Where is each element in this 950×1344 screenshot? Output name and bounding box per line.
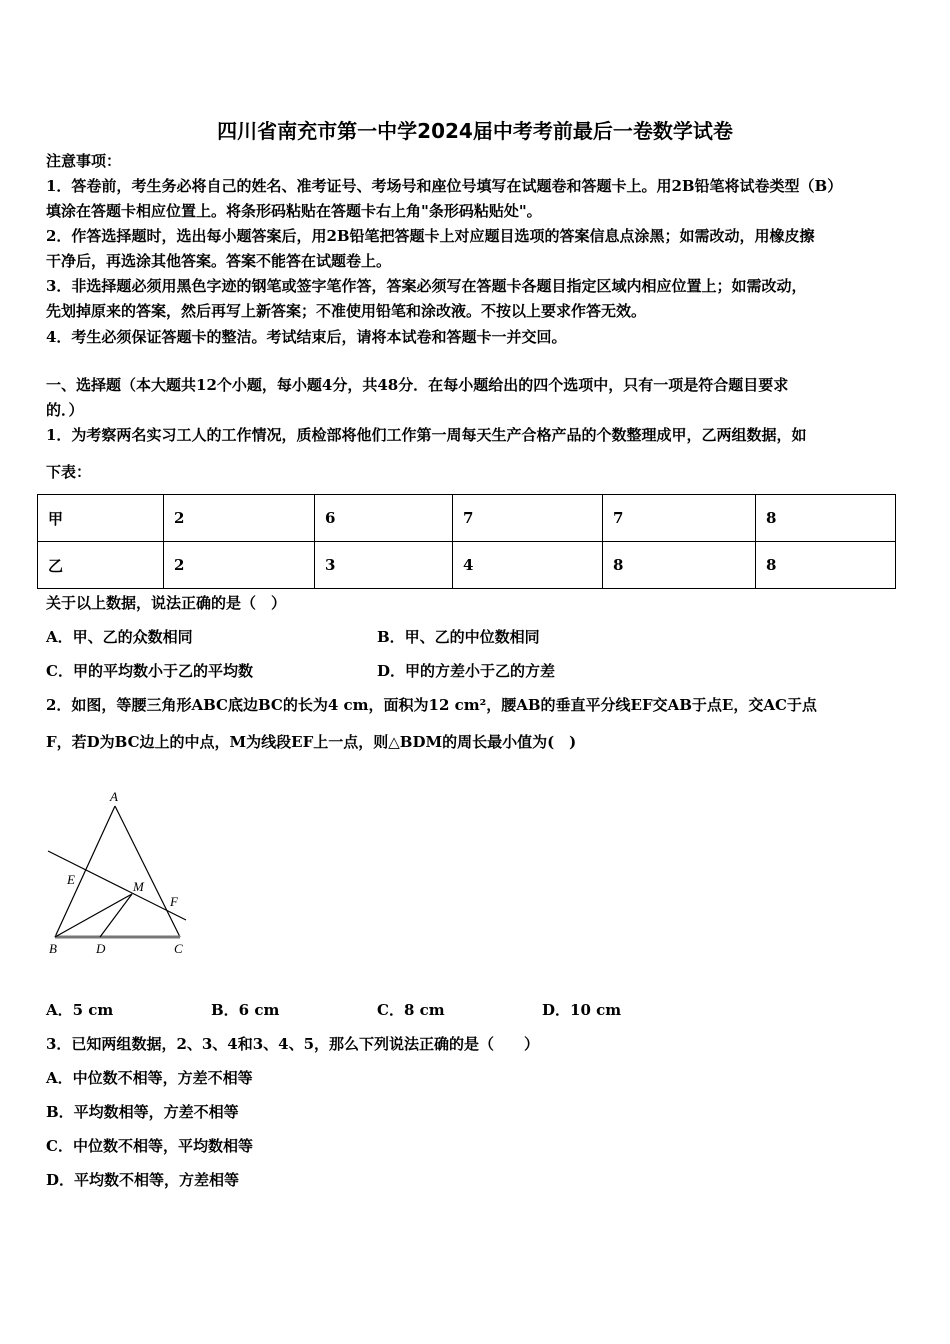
table-cell: 6 xyxy=(315,495,453,542)
segment-bm xyxy=(55,894,132,937)
triangle-figure xyxy=(40,780,200,960)
q3-stem: 3．已知两组数据，2、3、4和3、4、5，那么下列说法正确的是（ ） xyxy=(46,1035,540,1053)
table-cell: 8 xyxy=(756,542,896,589)
notice-line: 填涂在答题卡相应位置上。将条形码粘贴在答题卡右上角"条形码粘贴处"。 xyxy=(46,202,542,220)
q1-option-b: B．甲、乙的中位数相同 xyxy=(377,628,540,646)
q1-question: 关于以上数据，说法正确的是（ ） xyxy=(46,594,287,612)
label-d: D xyxy=(96,941,106,956)
page-title: 四川省南充市第一中学2024届中考考前最后一卷数学试卷 xyxy=(217,119,733,143)
q1-option-a: A．甲、乙的众数相同 xyxy=(46,628,193,646)
section-heading: 的．） xyxy=(46,401,84,419)
q1-option-c: C．甲的平均数小于乙的平均数 xyxy=(46,662,253,680)
label-b: B xyxy=(49,941,57,956)
table-cell: 甲 xyxy=(38,495,164,542)
label-f: F xyxy=(170,894,178,909)
table-row xyxy=(38,542,896,589)
table-cell: 2 xyxy=(164,542,315,589)
label-a: A xyxy=(110,789,118,804)
notice-line: 3．非选择题必须用黑色字迹的钢笔或签字笔作答，答案必须写在答题卡各题目指定区域内相应位置上；如需改动， xyxy=(46,277,807,295)
q3-option-a: A．中位数不相等，方差不相等 xyxy=(46,1069,253,1087)
q1-option-d: D．甲的方差小于乙的方差 xyxy=(377,662,556,680)
table-cell: 乙 xyxy=(38,542,164,589)
table-row xyxy=(38,495,896,542)
segment-dm xyxy=(100,894,132,937)
q3-option-c: C．中位数不相等，平均数相等 xyxy=(46,1137,253,1155)
label-e: E xyxy=(67,872,75,887)
notice-line: 2．作答选择题时，选出每小题答案后，用2B铅笔把答题卡上对应题目选项的答案信息点涂黑；如需改动，用橡皮擦 xyxy=(46,227,815,245)
notice-line: 干净后，再选涂其他答案。答案不能答在试题卷上。 xyxy=(46,252,392,270)
q2-option-d: D．10 cm xyxy=(542,1001,622,1019)
q1-stem: 下表： xyxy=(46,463,92,481)
q1-stem: 1．为考察两名实习工人的工作情况，质检部将他们工作第一周每天生产合格产品的个数整理成甲，乙两组数据，如 xyxy=(46,426,807,444)
label-c: C xyxy=(174,941,183,956)
q2-option-a: A．5 cm xyxy=(46,1001,114,1019)
table-cell: 4 xyxy=(453,542,603,589)
table-cell: 7 xyxy=(603,495,756,542)
side-ab xyxy=(55,806,115,937)
q1-data-table xyxy=(37,494,896,589)
table-cell: 7 xyxy=(453,495,603,542)
q2-option-c: C．8 cm xyxy=(377,1001,445,1019)
q3-option-d: D．平均数不相等，方差相等 xyxy=(46,1171,240,1189)
notice-line: 先划掉原来的答案，然后再写上新答案；不准使用铅笔和涂改液。不按以上要求作答无效。 xyxy=(46,302,647,320)
side-ac xyxy=(115,806,180,937)
table-cell: 8 xyxy=(756,495,896,542)
q2-option-b: B．6 cm xyxy=(211,1001,280,1019)
table-cell: 8 xyxy=(603,542,756,589)
label-m: M xyxy=(133,879,144,894)
table-cell: 3 xyxy=(315,542,453,589)
q2-stem: 2．如图，等腰三角形ABC底边BC的长为4 cm，面积为12 cm²，腰AB的垂直平分线EF交AB于点E，交AC于点 xyxy=(46,696,817,714)
notice-line: 4．考生必须保证答题卡的整洁。考试结束后，请将本试卷和答题卡一并交回。 xyxy=(46,328,567,346)
notice-line: 1．答卷前，考生务必将自己的姓名、准考证号、考场号和座位号填写在试题卷和答题卡上。用2B铅笔将试卷类型（B） xyxy=(46,177,843,195)
notice-heading: 注意事项： xyxy=(46,152,122,170)
table-cell: 2 xyxy=(164,495,315,542)
q3-option-b: B．平均数相等，方差不相等 xyxy=(46,1103,239,1121)
section-heading: 一、选择题（本大题共12个小题，每小题4分，共48分．在每小题给出的四个选项中，只有一项是符合题目要求 xyxy=(46,376,789,394)
q2-stem: F，若D为BC边上的中点，M为线段EF上一点，则△BDM的周长最小值为( ) xyxy=(46,733,577,751)
